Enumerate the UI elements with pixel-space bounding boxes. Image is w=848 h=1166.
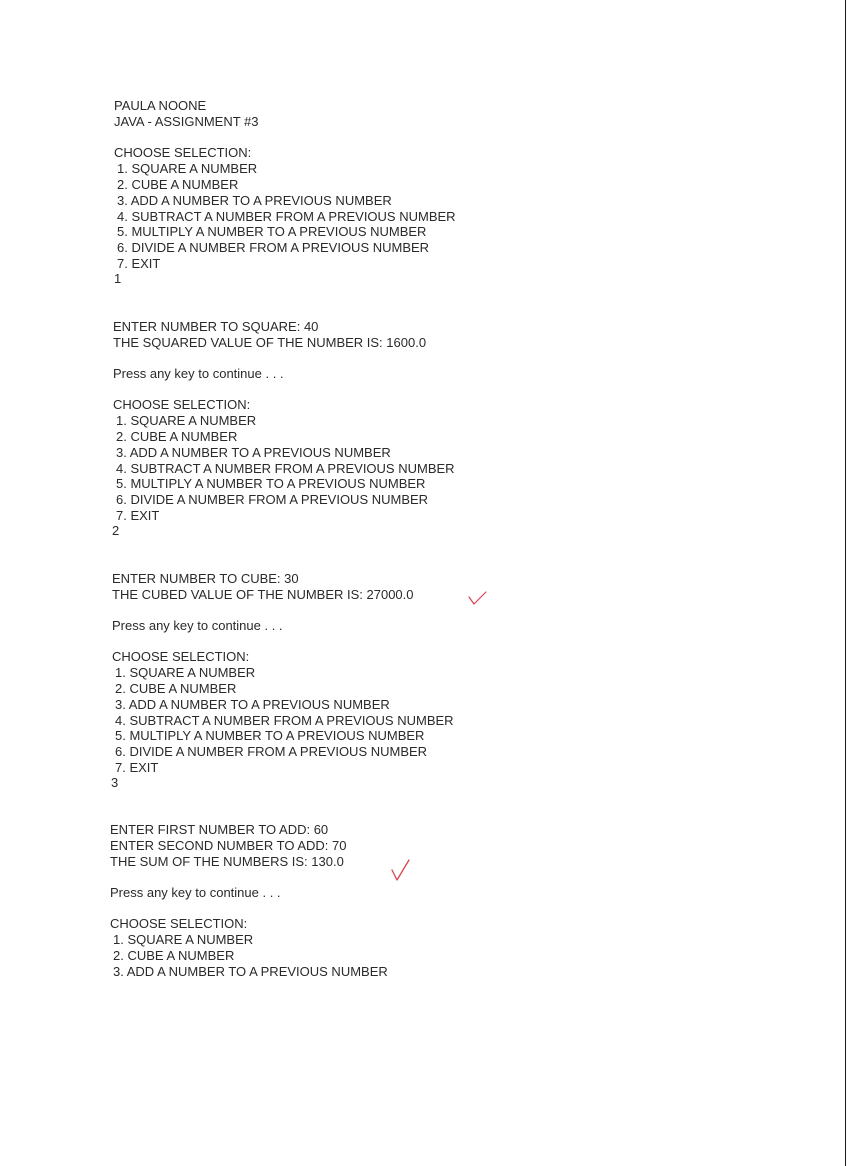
menu-item: 1. SQUARE A NUMBER <box>116 413 257 428</box>
menu-item: 5. MULTIPLY A NUMBER TO A PREVIOUS NUMBER <box>115 728 425 743</box>
menu-item: 7. EXIT <box>117 256 161 271</box>
menu-item: 7. EXIT <box>116 508 160 523</box>
menu-item: 6. DIVIDE A NUMBER FROM A PREVIOUS NUMBER <box>116 492 429 507</box>
add-second-prompt: ENTER SECOND NUMBER TO ADD: 70 <box>110 838 347 853</box>
menu-item: 1. SQUARE A NUMBER <box>115 665 256 680</box>
menu-heading: CHOOSE SELECTION: <box>112 649 250 664</box>
menu-item: 2. CUBE A NUMBER <box>117 177 239 192</box>
menu-item: 1. SQUARE A NUMBER <box>113 932 254 947</box>
square-result: THE SQUARED VALUE OF THE NUMBER IS: 1600.0 <box>113 335 427 350</box>
menu-item: 1. SQUARE A NUMBER <box>117 161 258 176</box>
menu-item: 4. SUBTRACT A NUMBER FROM A PREVIOUS NUMBER <box>117 209 456 224</box>
menu-item: 5. MULTIPLY A NUMBER TO A PREVIOUS NUMBER <box>116 476 426 491</box>
menu-item: 4. SUBTRACT A NUMBER FROM A PREVIOUS NUMBER <box>116 461 455 476</box>
author-name: PAULA NOONE <box>114 98 207 113</box>
menu-item: 3. ADD A NUMBER TO A PREVIOUS NUMBER <box>113 964 388 979</box>
menu-item: 3. ADD A NUMBER TO A PREVIOUS NUMBER <box>117 193 392 208</box>
checkmark-icon <box>390 858 412 884</box>
continue-prompt: Press any key to continue . . . <box>110 885 281 900</box>
sum-result: THE SUM OF THE NUMBERS IS: 130.0 <box>110 854 344 869</box>
checkmark-icon <box>466 590 490 608</box>
menu-item: 2. CUBE A NUMBER <box>113 948 235 963</box>
menu-item: 7. EXIT <box>115 760 159 775</box>
menu-item: 6. DIVIDE A NUMBER FROM A PREVIOUS NUMBER <box>115 744 428 759</box>
continue-prompt: Press any key to continue . . . <box>113 366 284 381</box>
cube-result: THE CUBED VALUE OF THE NUMBER IS: 27000.0 <box>112 587 414 602</box>
menu-item: 2. CUBE A NUMBER <box>115 681 237 696</box>
menu-heading: CHOOSE SELECTION: <box>114 145 252 160</box>
page-edge <box>845 0 846 1166</box>
square-prompt: ENTER NUMBER TO SQUARE: 40 <box>113 319 319 334</box>
cube-prompt: ENTER NUMBER TO CUBE: 30 <box>112 571 299 586</box>
menu-item: 6. DIVIDE A NUMBER FROM A PREVIOUS NUMBER <box>117 240 430 255</box>
user-choice: 3 <box>111 775 119 790</box>
menu-heading: CHOOSE SELECTION: <box>113 397 251 412</box>
add-first-prompt: ENTER FIRST NUMBER TO ADD: 60 <box>110 822 329 837</box>
menu-item: 3. ADD A NUMBER TO A PREVIOUS NUMBER <box>115 697 390 712</box>
menu-item: 5. MULTIPLY A NUMBER TO A PREVIOUS NUMBER <box>117 224 427 239</box>
user-choice: 2 <box>112 523 120 538</box>
menu-item: 3. ADD A NUMBER TO A PREVIOUS NUMBER <box>116 445 391 460</box>
assignment-title: JAVA - ASSIGNMENT #3 <box>114 114 259 129</box>
user-choice: 1 <box>114 271 122 286</box>
menu-heading: CHOOSE SELECTION: <box>110 916 248 931</box>
menu-item: 2. CUBE A NUMBER <box>116 429 238 444</box>
menu-item: 4. SUBTRACT A NUMBER FROM A PREVIOUS NUMBER <box>115 713 454 728</box>
continue-prompt: Press any key to continue . . . <box>112 618 283 633</box>
